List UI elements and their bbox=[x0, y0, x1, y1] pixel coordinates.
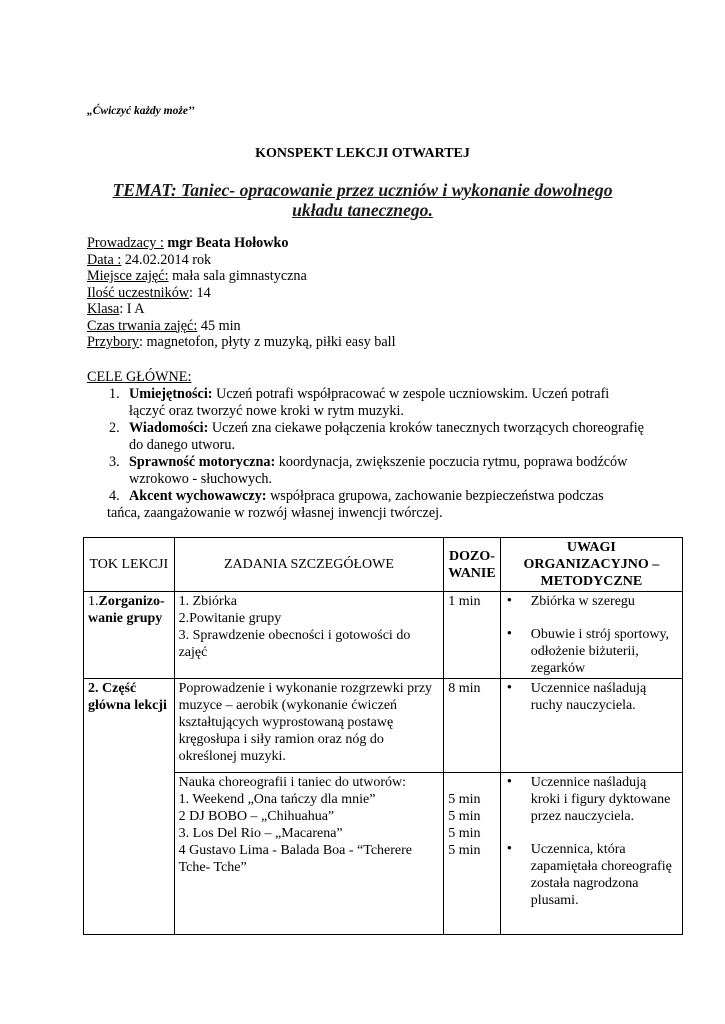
row1-uwagi: • Zbiórka w szeregu • Obuwie i strój sportowy, odłożenie biżuterii, zegarków bbox=[500, 592, 682, 679]
row2-dozowanie: 8 min bbox=[444, 679, 500, 773]
goal-item: 2. Wiadomości: Uczeń zna ciekawe połączenia kroków tanecznych tworzących choreografię do danego utworu. bbox=[109, 419, 644, 453]
info-przybory: Przybory: magnetofon, płyty z muzyką, piłki easy ball bbox=[87, 334, 396, 350]
document-title: KONSPEKT LEKCJI OTWARTEJ bbox=[255, 146, 470, 161]
header-tok: TOK LEKCJI bbox=[84, 538, 175, 592]
goals-list bbox=[87, 386, 647, 522]
info-czas: Czas trwania zajęć: 45 min bbox=[87, 317, 241, 334]
info-klasa: Klasa: I A bbox=[87, 301, 145, 317]
header-uwagi: UWAGI ORGANIZACYJNO – METODYCZNE bbox=[500, 538, 682, 592]
row1-dozowanie: 1 min bbox=[444, 592, 500, 679]
row3-zadania: Nauka choreografii i taniec do utworów: 1. Weekend „Ona tańczy dla mnie” 2 DJ BOBO – „Chihuahua” 3. Los Del Rio – „Macarena” 4 Gustavo Lima - Balada Boa - “Tcherere Tche- Tche” bbox=[174, 773, 444, 935]
row1-zadania: 1. Zbiórka 2.Powitanie grupy 3. Sprawdzenie obecności i gotowości do zajęć bbox=[174, 592, 444, 679]
table-row bbox=[84, 679, 683, 773]
row3-uwagi: • Uczennice naśladują kroki i figury dyktowane przez nauczyciela. • Uczennica, która zapamiętała choreografię została nagrodzona plusami. bbox=[500, 773, 682, 935]
row3-dozowanie: 5 min 5 min 5 min 5 min bbox=[444, 773, 500, 935]
info-miejsce: Miejsce zajęć: mała sala gimnastyczna bbox=[87, 268, 307, 284]
info-data: Data : 24.02.2014 rok bbox=[87, 251, 212, 268]
row2-tok: 2. Część główna lekcji bbox=[84, 679, 175, 935]
header-zadania: ZADANIA SZCZEGÓŁOWE bbox=[174, 538, 444, 592]
goal-item: 1. Umiejętności: Uczeń potrafi współpracować w zespole uczniowskim. Uczeń potrafi łączyć oraz tworzyć nowe kroki w rytm muzyki. bbox=[109, 385, 610, 419]
main-goals-heading: CELE GŁÓWNE: bbox=[87, 369, 192, 385]
table-row bbox=[84, 773, 683, 935]
lesson-topic: TEMAT: Taniec- opracowanie przez uczniów i wykonanie dowolnego układu tanecznego. bbox=[112, 180, 613, 220]
main-goals bbox=[87, 369, 647, 522]
goal-item: 4. Akcent wychowawczy: współpraca grupowa, zachowanie bezpieczeństwa podczas bbox=[109, 487, 604, 504]
motto: „Ćwiczyć każdy może’’ bbox=[87, 105, 195, 117]
row1-tok: 1.Zorganizo-wanie grupy bbox=[84, 592, 175, 679]
lesson-plan-table bbox=[83, 537, 683, 935]
goal-item: 3. Sprawność motoryczna: koordynacja, zwiększenie poczucia rytmu, poprawa bodźców wzrokowo - słuchowych. bbox=[109, 453, 628, 487]
goal-item-continuation: tańca, zaangażowanie w rozwój własnej inwencji twórczej. bbox=[107, 504, 443, 521]
info-ilosc: Ilość uczestników: 14 bbox=[87, 284, 211, 301]
info-prowadzacy: Prowadzacy : mgr Beata Hołowko bbox=[87, 235, 289, 251]
header-dozowanie: DOZO- WANIE bbox=[444, 538, 500, 592]
lesson-info bbox=[87, 235, 396, 351]
row2-uwagi: • Uczennice naśladują ruchy nauczyciela. bbox=[500, 679, 682, 773]
table-row bbox=[84, 592, 683, 679]
row2-zadania: Poprowadzenie i wykonanie rozgrzewki przy muzyce – aerobik (wykonanie ćwiczeń kształtujących wyprostowaną postawę kręgosłupa i siły ramion oraz nóg do określonej muzyki. bbox=[174, 679, 444, 773]
table-header-row bbox=[84, 538, 683, 592]
